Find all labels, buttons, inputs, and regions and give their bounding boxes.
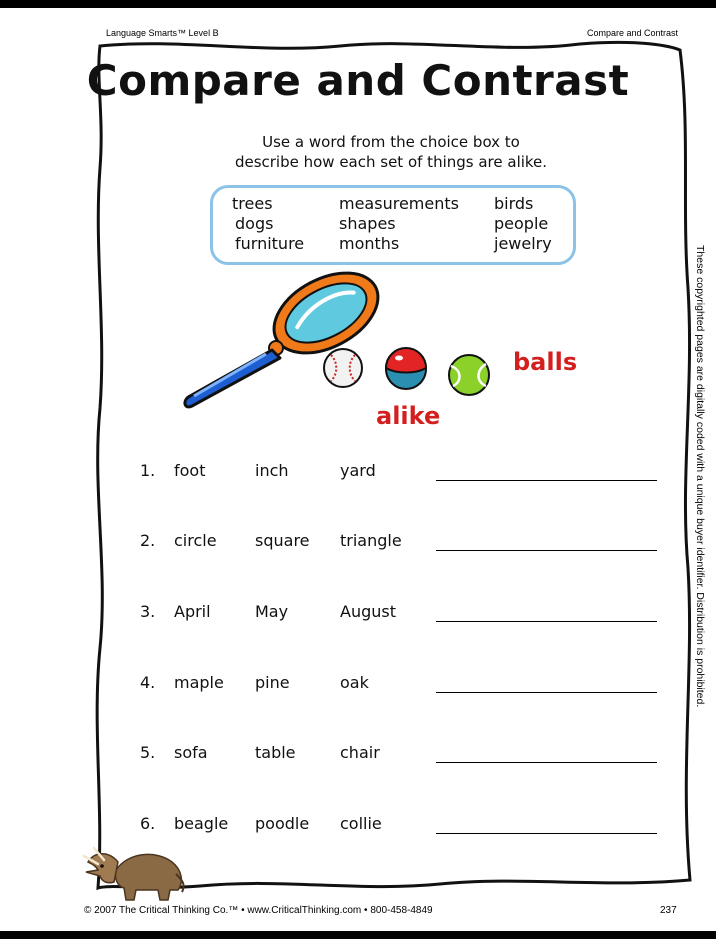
header-book-title: Language Smarts™ Level B bbox=[106, 28, 219, 38]
question-word: sofa bbox=[174, 743, 208, 762]
question-row bbox=[0, 602, 716, 626]
instructions-line-2: describe how each set of things are alike. bbox=[234, 153, 548, 171]
answer-line[interactable] bbox=[436, 480, 657, 481]
question-word: August bbox=[340, 602, 396, 621]
question-row bbox=[0, 743, 716, 767]
question-word: inch bbox=[255, 461, 289, 480]
question-word: yard bbox=[340, 461, 376, 480]
question-word: poodle bbox=[255, 814, 310, 833]
choice-word: jewelry bbox=[494, 234, 552, 253]
choice-word: measurements bbox=[339, 194, 459, 213]
question-number: 3. bbox=[140, 602, 156, 621]
baseball-icon bbox=[321, 346, 365, 390]
question-word: pine bbox=[255, 673, 290, 692]
magnifying-glass-icon bbox=[176, 268, 386, 418]
question-word: collie bbox=[340, 814, 382, 833]
answer-line[interactable] bbox=[436, 621, 657, 622]
question-row bbox=[0, 814, 716, 838]
answer-line[interactable] bbox=[436, 833, 657, 834]
question-row bbox=[0, 673, 716, 697]
answer-line[interactable] bbox=[436, 762, 657, 763]
question-word: circle bbox=[174, 531, 217, 550]
question-number: 5. bbox=[140, 743, 156, 762]
answer-line[interactable] bbox=[436, 692, 657, 693]
example-answer: balls bbox=[513, 348, 578, 376]
answer-line[interactable] bbox=[436, 550, 657, 551]
question-number: 4. bbox=[140, 673, 156, 692]
question-word: maple bbox=[174, 673, 224, 692]
worksheet-page bbox=[0, 8, 716, 931]
tennis-ball-icon bbox=[446, 352, 492, 398]
question-word: April bbox=[174, 602, 211, 621]
question-number: 1. bbox=[140, 461, 156, 480]
footer-copyright: © 2007 The Critical Thinking Co.™ • www.CriticalThinking.com • 800-458-4849 bbox=[84, 905, 433, 916]
red-ball-icon bbox=[383, 346, 429, 392]
question-number: 2. bbox=[140, 531, 156, 550]
choice-word: birds bbox=[494, 194, 534, 213]
question-word: chair bbox=[340, 743, 380, 762]
header-section-title: Compare and Contrast bbox=[586, 28, 678, 38]
copyright-side-note: These copyrighted pages are digitally coded with a unique buyer identifier. Distribution is prohibited. bbox=[694, 245, 706, 708]
instructions bbox=[0, 132, 716, 172]
question-word: oak bbox=[340, 673, 369, 692]
question-row bbox=[0, 531, 716, 555]
question-word: beagle bbox=[174, 814, 229, 833]
question-word: square bbox=[255, 531, 310, 550]
question-number: 6. bbox=[140, 814, 156, 833]
triceratops-icon bbox=[78, 840, 188, 904]
choice-word: trees bbox=[232, 194, 273, 213]
question-word: table bbox=[255, 743, 296, 762]
question-row bbox=[0, 461, 716, 485]
instructions-line-1: Use a word from the choice box to bbox=[262, 133, 520, 151]
choice-word: dogs bbox=[235, 214, 274, 233]
choice-word: people bbox=[494, 214, 549, 233]
choice-word: shapes bbox=[339, 214, 396, 233]
choice-word: months bbox=[339, 234, 400, 253]
question-word: foot bbox=[174, 461, 206, 480]
choice-word: furniture bbox=[235, 234, 305, 253]
page-number: 237 bbox=[660, 905, 677, 916]
question-word: triangle bbox=[340, 531, 402, 550]
question-word: May bbox=[255, 602, 289, 621]
page-title: Compare and Contrast bbox=[86, 56, 630, 105]
example-label: alike bbox=[376, 402, 441, 430]
